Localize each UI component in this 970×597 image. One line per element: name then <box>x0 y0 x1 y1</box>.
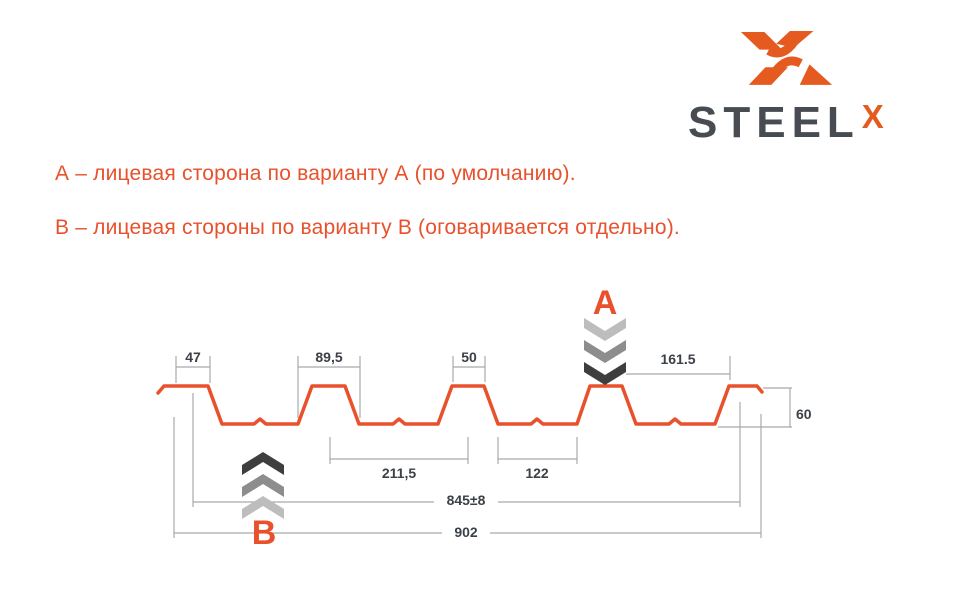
dim-edge-flange-label: 47 <box>185 349 201 365</box>
profile-diagram <box>140 275 830 565</box>
dim-rib-base-label: 89,5 <box>315 349 343 365</box>
dim-overall-width-label: 902 <box>454 524 478 540</box>
dim-a-offset-label: 161.5 <box>660 351 696 367</box>
brand-superscript-x: X <box>861 98 884 135</box>
dim-valley-label: 122 <box>525 465 549 481</box>
logo-x-top-left-arm <box>741 32 782 50</box>
logo-x-bottom-left-arm <box>749 67 788 85</box>
dim-height-label: 60 <box>796 406 812 422</box>
note-variant-b: В – лицевая стороны по варианту В (оговаривается отдельно). <box>55 216 680 239</box>
marker-a-chevrons-icon <box>584 318 626 385</box>
brand-text: STEEL <box>688 98 860 147</box>
note-variant-a: А – лицевая сторона по варианту А (по умолчанию). <box>55 162 576 185</box>
steelx-logo-icon <box>737 14 835 100</box>
dim-rib-top-label: 50 <box>461 349 477 365</box>
dim-pitch-label: 211,5 <box>381 465 417 481</box>
marker-a-letter: A <box>592 284 618 322</box>
dimension-lines <box>174 356 792 538</box>
steelx-wordmark <box>688 100 884 146</box>
logo-x-bottom-right-arm <box>800 64 832 85</box>
marker-b-chevrons-icon <box>242 452 284 519</box>
profile-sheet-outline <box>158 386 762 424</box>
dim-working-width-label: 845±8 <box>446 492 486 508</box>
marker-b-letter: B <box>251 514 277 552</box>
